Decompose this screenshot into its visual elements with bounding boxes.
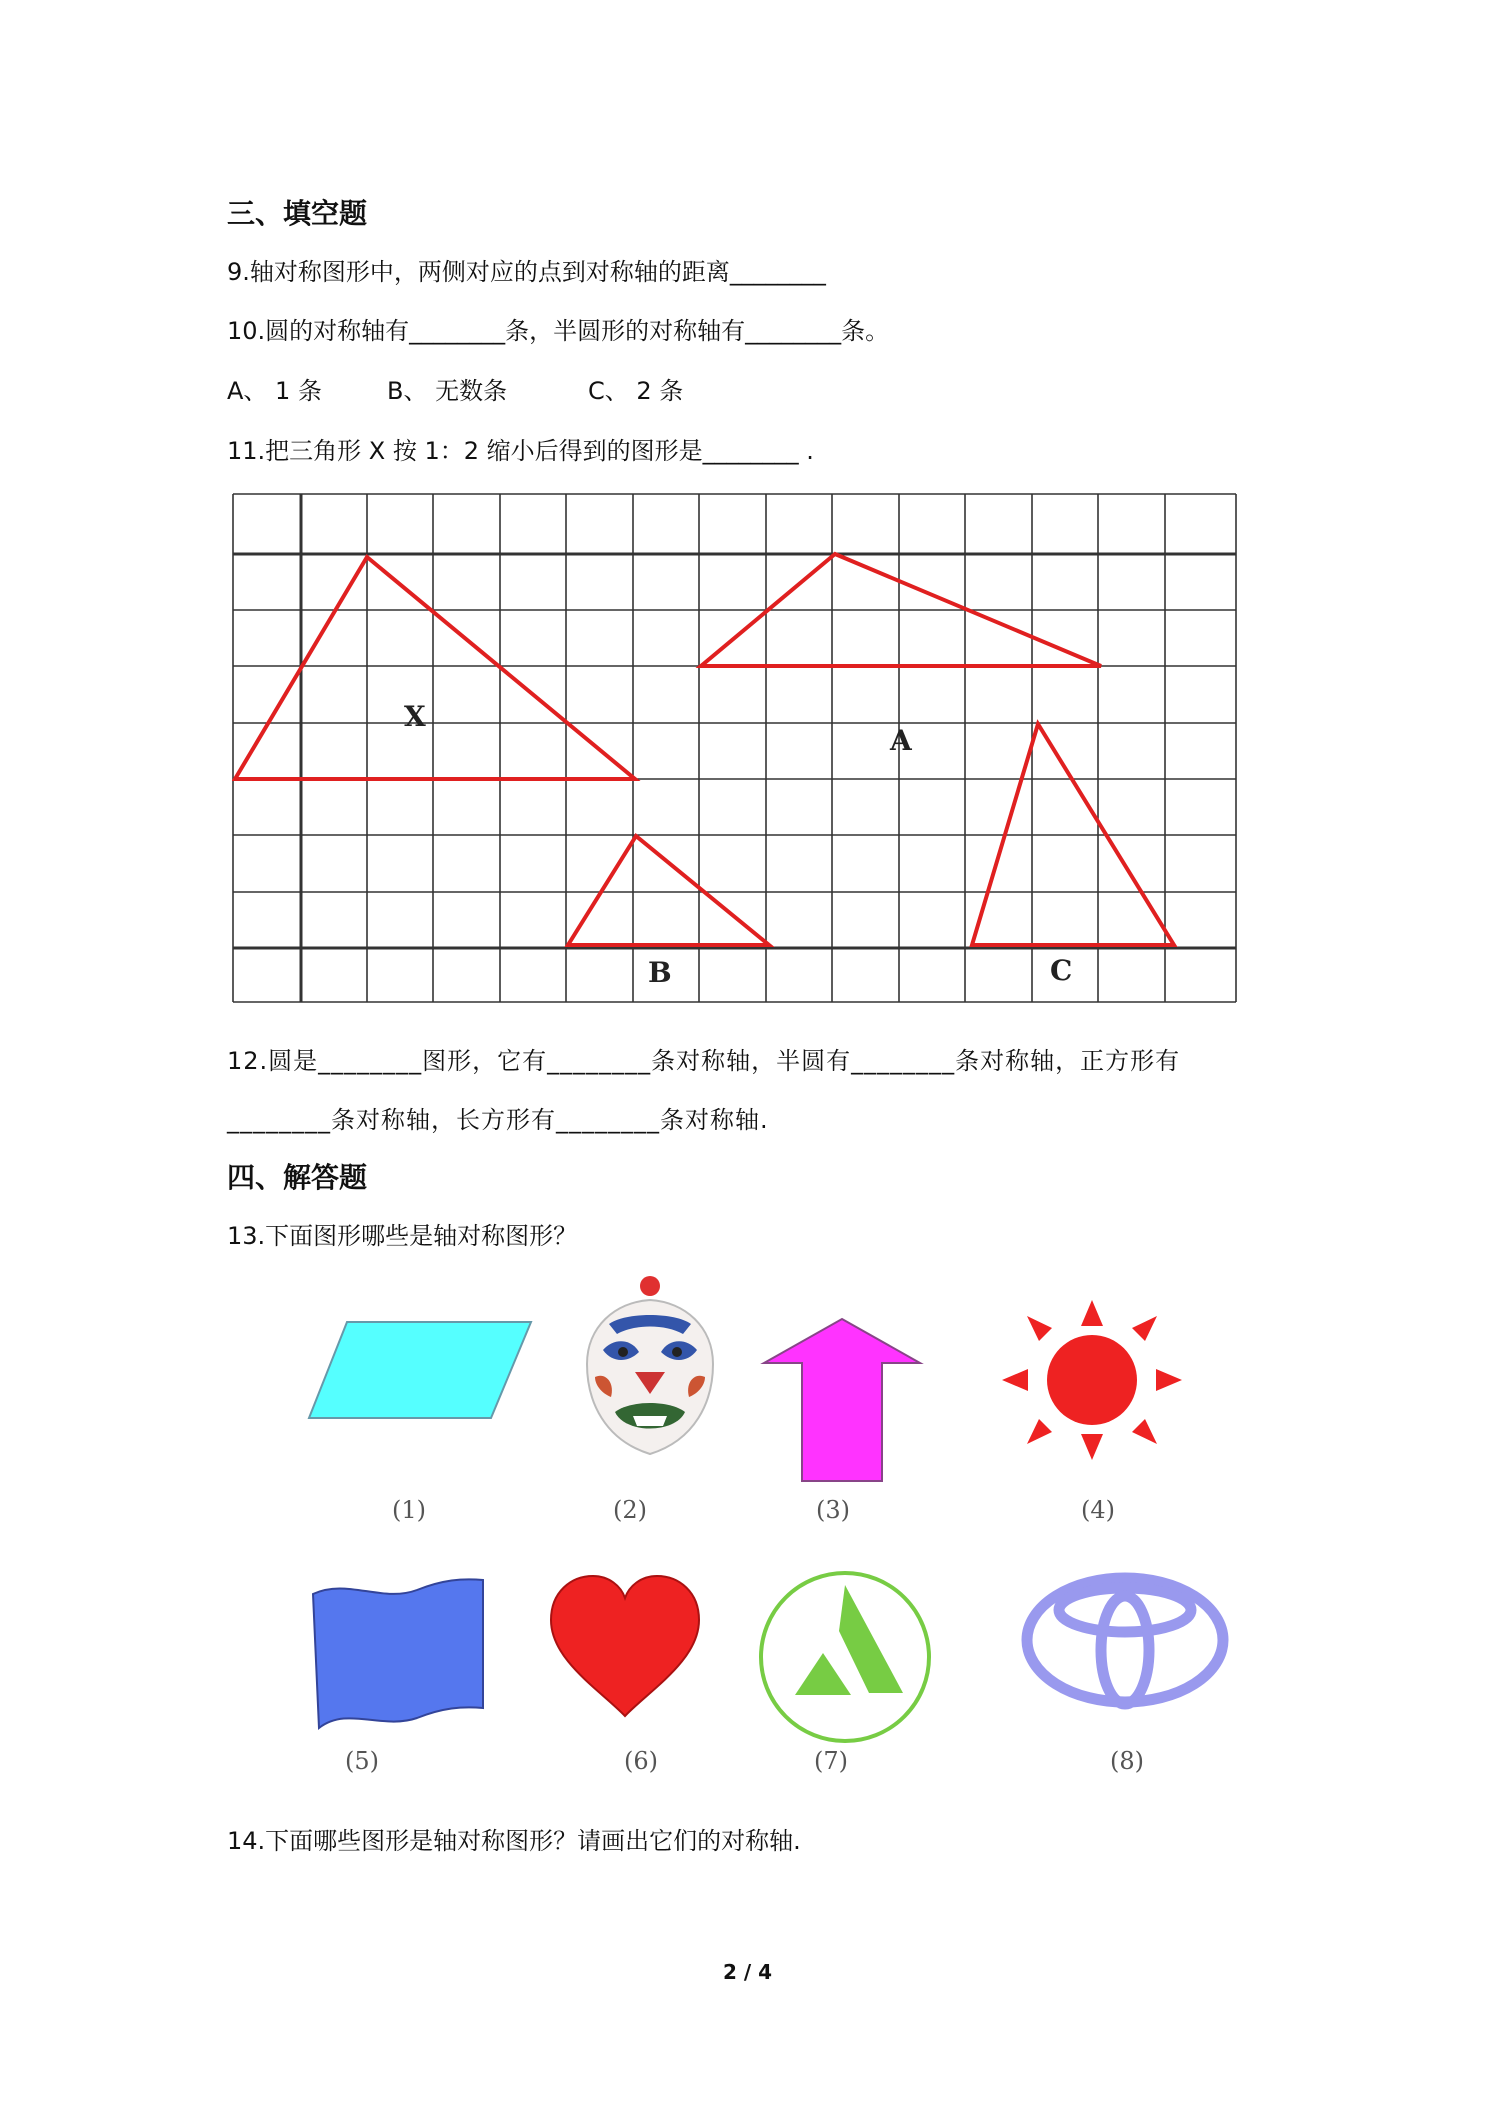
question-9: 9.轴对称图形中，两侧对应的点到对称轴的距离________: [227, 258, 826, 286]
label-c: C: [1050, 954, 1073, 987]
question-12-line-2: ________条对称轴，长方形有________条对称轴.: [227, 1106, 769, 1134]
label-a: A: [890, 724, 912, 757]
up-arrow-shape: [752, 1315, 932, 1485]
caption-1: (1): [392, 1496, 426, 1524]
page-number: 2 / 4: [723, 1960, 773, 1984]
sun-shape: [997, 1290, 1187, 1470]
section-4-title: 四、解答题: [227, 1161, 368, 1194]
triangle-x: [235, 557, 635, 779]
option-a: A、 1 条: [227, 377, 322, 405]
caption-7: (7): [814, 1747, 848, 1775]
question-13: 13.下面图形哪些是轴对称图形？: [227, 1222, 578, 1250]
triangle-b: [568, 836, 769, 945]
question-10: 10.圆的对称轴有________条，半圆形的对称轴有________条。: [227, 317, 890, 345]
wavy-flag-shape: [307, 1568, 487, 1738]
caption-2: (2): [613, 1496, 647, 1524]
caption-4: (4): [1081, 1496, 1115, 1524]
caption-6: (6): [624, 1747, 658, 1775]
option-b: B、 无数条: [387, 377, 508, 405]
circle-logo-shape: [755, 1567, 935, 1747]
caption-5: (5): [345, 1747, 379, 1775]
opera-mask-shape: [575, 1272, 725, 1460]
caption-3: (3): [816, 1496, 850, 1524]
triangle-grid-figure: [232, 492, 1238, 1004]
heart-shape: [545, 1572, 705, 1722]
option-c: C、 2 条: [588, 377, 684, 405]
caption-8: (8): [1110, 1747, 1144, 1775]
question-12-line-1: 12.圆是________图形，它有________条对称轴，半圆有________条对称轴，正方形有: [227, 1047, 1181, 1075]
oval-emblem-shape: [1018, 1570, 1233, 1720]
label-b: B: [648, 956, 672, 989]
parallelogram-shape: [305, 1318, 535, 1423]
question-11: 11.把三角形 X 按 1：2 缩小后得到的图形是________ .: [227, 437, 814, 465]
question-14: 14.下面哪些图形是轴对称图形？请画出它们的对称轴.: [227, 1827, 801, 1855]
section-3-title: 三、填空题: [227, 197, 368, 230]
label-x: X: [404, 700, 426, 733]
